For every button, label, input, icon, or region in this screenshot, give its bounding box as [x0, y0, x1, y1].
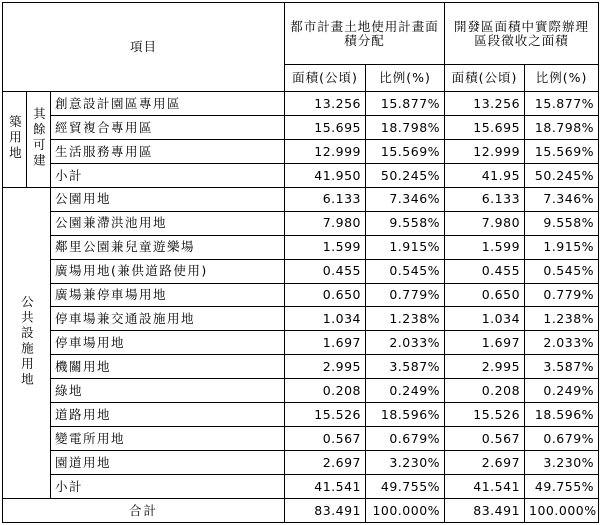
planned-ratio-value: 0.679%: [366, 427, 445, 451]
planned-ratio-value: 3.587%: [366, 355, 445, 379]
actual-area-value: 13.256: [445, 92, 525, 116]
table-row: [3, 379, 599, 403]
actual-ratio-value: 0.249%: [525, 379, 599, 403]
actual-area-value: 1.697: [445, 331, 525, 355]
total-label: 合計: [3, 498, 285, 522]
planned-ratio-value: 50.245%: [366, 163, 445, 187]
planned-ratio-value: 1.915%: [366, 235, 445, 259]
actual-ratio-value: 7.346%: [525, 187, 599, 211]
row-name: 小計: [51, 474, 285, 498]
planned-ratio-value: 1.238%: [366, 307, 445, 331]
planned-area-value: 1.697: [285, 331, 366, 355]
row-name: 廣場用地(兼供道路使用): [51, 259, 285, 283]
actual-area-value: 41.95: [445, 163, 525, 187]
total-row: [3, 498, 599, 522]
group-label-text: 公共設施用地: [19, 294, 35, 388]
actual-ratio-value: 9.558%: [525, 211, 599, 235]
actual-area-value: 7.980: [445, 211, 525, 235]
item-header: 項目: [3, 3, 285, 92]
planned-ratio-value: 15.569%: [366, 140, 445, 164]
actual-ratio-value: 3.230%: [525, 451, 599, 475]
planned-area-value: 2.697: [285, 451, 366, 475]
planned-area-header: 都市計畫土地使用計畫面積分配: [285, 3, 445, 65]
actual-ratio-value: 0.679%: [525, 427, 599, 451]
actual-area-value: 1.599: [445, 235, 525, 259]
table-row: [3, 140, 599, 164]
table-row: [3, 187, 599, 211]
planned-ratio-value: 3.230%: [366, 451, 445, 475]
actual-area-value: 2.995: [445, 355, 525, 379]
row-name: 停車場用地: [51, 331, 285, 355]
planned-area-value: 41.541: [285, 474, 366, 498]
land-allocation-table: [2, 2, 599, 523]
row-name: 綠地: [51, 379, 285, 403]
actual-area-value: 0.208: [445, 379, 525, 403]
actual-ratio-value: 18.798%: [525, 116, 599, 140]
planned-area-value: 0.650: [285, 283, 366, 307]
actual-ratio-value: 50.245%: [525, 163, 599, 187]
actual-ratio-value: 0.545%: [525, 259, 599, 283]
planned-ratio-value: 49.755%: [366, 474, 445, 498]
table-row: [3, 403, 599, 427]
planned-area-value: 2.995: [285, 355, 366, 379]
planned-area-value: 41.950: [285, 163, 366, 187]
actual-ratio-value: 15.569%: [525, 140, 599, 164]
planned-ratio-value: 2.033%: [366, 331, 445, 355]
actual-area-value: 41.541: [445, 474, 525, 498]
actual-area-value: 0.650: [445, 283, 525, 307]
ratio-column-header: 比例(%): [525, 65, 599, 92]
group-label-public-facilities: [3, 187, 51, 498]
row-name: 停車場兼交通設施用地: [51, 307, 285, 331]
planned-ratio-value: 0.545%: [366, 259, 445, 283]
table-row: [3, 116, 599, 140]
actual-ratio-value: 18.596%: [525, 403, 599, 427]
table-row: [3, 451, 599, 475]
planned-area-value: 0.455: [285, 259, 366, 283]
actual-area-value: 6.133: [445, 187, 525, 211]
planned-area-value: 0.208: [285, 379, 366, 403]
planned-ratio-value: 7.346%: [366, 187, 445, 211]
actual-ratio-value: 1.915%: [525, 235, 599, 259]
actual-ratio-value: 0.779%: [525, 283, 599, 307]
row-name: 小計: [51, 163, 285, 187]
row-name: 鄰里公園兼兒童遊樂場: [51, 235, 285, 259]
row-name: 變電所用地: [51, 427, 285, 451]
actual-ratio-value: 49.755%: [525, 474, 599, 498]
actual-area-value: 15.526: [445, 403, 525, 427]
planned-area-value: 13.256: [285, 92, 366, 116]
table-row: [3, 331, 599, 355]
group-label-remaining: [27, 92, 51, 188]
actual-area-value: 15.695: [445, 116, 525, 140]
planned-area-value: 1.599: [285, 235, 366, 259]
group-label-buildable: [3, 92, 27, 188]
row-name: 公園兼滯洪池用地: [51, 211, 285, 235]
row-name: 創意設計園區專用區: [51, 92, 285, 116]
planned-ratio-value: 9.558%: [366, 211, 445, 235]
actual-area-value: 0.567: [445, 427, 525, 451]
total-planned-ratio: 100.000%: [366, 498, 445, 522]
table-row: [3, 163, 599, 187]
actual-ratio-value: 2.033%: [525, 331, 599, 355]
actual-area-value: 2.697: [445, 451, 525, 475]
table-row: [3, 474, 599, 498]
actual-area-value: 1.034: [445, 307, 525, 331]
group-label-part-2: 其餘可建: [31, 107, 47, 170]
table-row: [3, 259, 599, 283]
area-column-header: 面積(公頃): [445, 65, 525, 92]
actual-area-value: 12.999: [445, 140, 525, 164]
table-row: [3, 355, 599, 379]
row-name: 道路用地: [51, 403, 285, 427]
planned-area-value: 15.695: [285, 116, 366, 140]
planned-ratio-value: 0.249%: [366, 379, 445, 403]
table-row: [3, 283, 599, 307]
row-name: 經貿複合專用區: [51, 116, 285, 140]
planned-ratio-value: 0.779%: [366, 283, 445, 307]
table-row: [3, 307, 599, 331]
planned-area-value: 6.133: [285, 187, 366, 211]
total-planned-area: 83.491: [285, 498, 366, 522]
area-column-header: 面積(公頃): [285, 65, 366, 92]
table-row: [3, 235, 599, 259]
table-row: [3, 211, 599, 235]
row-name: 園道用地: [51, 451, 285, 475]
planned-area-value: 12.999: [285, 140, 366, 164]
planned-area-value: 15.526: [285, 403, 366, 427]
row-name: 機關用地: [51, 355, 285, 379]
row-name: 生活服務專用區: [51, 140, 285, 164]
row-name: 廣場兼停車場用地: [51, 283, 285, 307]
planned-area-value: 0.567: [285, 427, 366, 451]
planned-ratio-value: 15.877%: [366, 92, 445, 116]
actual-ratio-value: 3.587%: [525, 355, 599, 379]
total-actual-ratio: 100.000%: [525, 498, 599, 522]
actual-ratio-value: 15.877%: [525, 92, 599, 116]
planned-area-value: 7.980: [285, 211, 366, 235]
row-name: 公園用地: [51, 187, 285, 211]
actual-area-header: 開發區面積中實際辦理區段徵收之面積: [445, 3, 599, 65]
planned-ratio-value: 18.596%: [366, 403, 445, 427]
ratio-column-header: 比例(%): [366, 65, 445, 92]
table-row: [3, 427, 599, 451]
header-row-1: [3, 3, 599, 65]
group-label-part-1: 築用地: [7, 114, 23, 162]
actual-area-value: 0.455: [445, 259, 525, 283]
planned-ratio-value: 18.798%: [366, 116, 445, 140]
actual-ratio-value: 1.238%: [525, 307, 599, 331]
planned-area-value: 1.034: [285, 307, 366, 331]
total-actual-area: 83.491: [445, 498, 525, 522]
table-row: [3, 92, 599, 116]
